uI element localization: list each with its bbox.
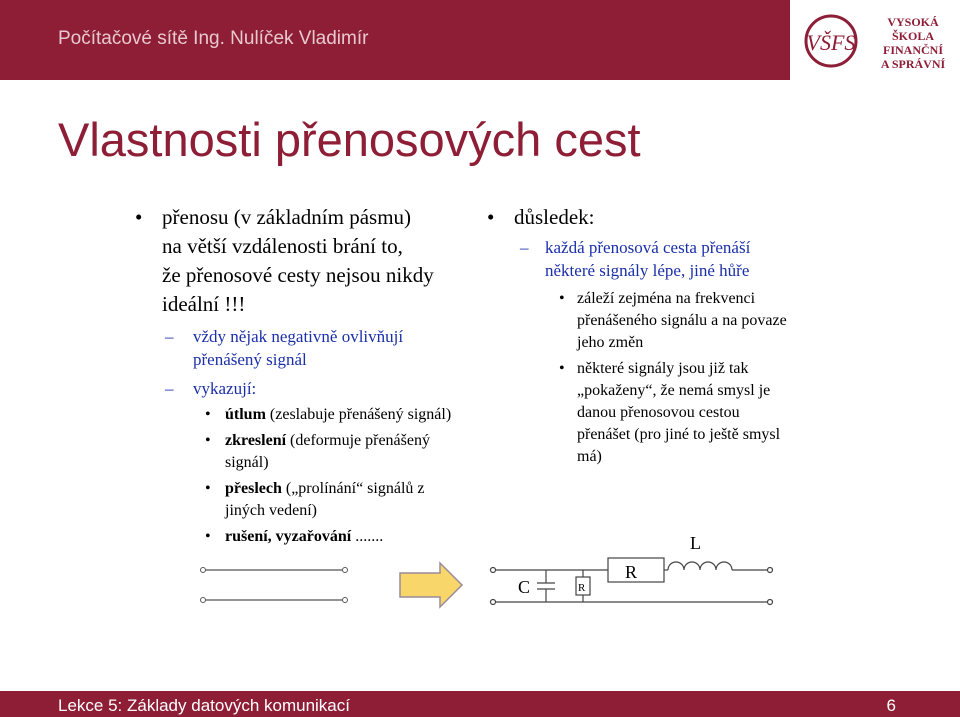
text-line: („prolínání“ signálů z [281, 480, 425, 497]
text-line: záleží zejména na frekvenci [577, 290, 756, 307]
text-line: některé signály lépe, jiné hůře [545, 261, 750, 280]
text-line: některé signály jsou již tak [577, 360, 749, 377]
left-sub-bullet [135, 377, 485, 400]
bullet-dot-icon: • [205, 432, 211, 449]
list-item [487, 358, 837, 468]
left-column [135, 203, 485, 548]
label-r: R [625, 562, 638, 582]
text-line: jiných vedení) [225, 502, 317, 519]
school-name [868, 15, 958, 71]
text-line: přenášeného signálu a na povaze [577, 312, 787, 329]
text-line: vždy nějak negativně ovlivňují [193, 327, 404, 346]
right-column [487, 203, 837, 468]
text-line: signál) [225, 454, 269, 471]
term: přeslech [225, 480, 282, 497]
label-r-small: R [578, 582, 586, 594]
bullet-dot-icon: • [559, 360, 565, 377]
text-line: na větší vzdálenosti brání to, [162, 234, 403, 258]
logo-emblem [802, 12, 864, 70]
school-logo [790, 0, 960, 80]
left-main-bullet [135, 203, 485, 319]
school-name-line: VYSOKÁ ŠKOLA [887, 15, 939, 43]
right-sub-bullet [487, 236, 837, 282]
bullet-dot-icon: • [559, 290, 565, 307]
text-line: „pokaženy“, že nemá smysl je [577, 382, 771, 399]
bullet-dot-icon: • [487, 205, 495, 229]
ideal-line-pair [201, 568, 348, 603]
text-line: ....... [351, 528, 384, 545]
text-line: přenosu (v základním pásmu) [162, 205, 412, 229]
bullet-dot-icon: • [205, 480, 211, 497]
school-name-line: FINANČNÍ [883, 43, 943, 57]
footer-lecture: Lekce 5: Základy datových komunikací [58, 696, 350, 715]
text-line: (zeslabuje přenášený signál) [265, 406, 452, 423]
text-line: přenášet (pro jiné to ještě smysl [577, 426, 781, 443]
text-line: každá přenosová cesta přenáší [545, 238, 751, 257]
dash-icon: – [165, 327, 174, 346]
dash-icon: – [165, 379, 174, 398]
school-name-line: A SPRÁVNÍ [880, 57, 946, 71]
text-line: jeho změn [577, 334, 644, 351]
left-sub-bullet [135, 325, 485, 371]
text-line: důsledek: [514, 205, 595, 229]
transmission-line-diagram [0, 525, 960, 620]
text-line: přenášený signál [193, 350, 307, 369]
term: útlum [225, 406, 266, 423]
course-author: Počítačové sítě Ing. Nulíček Vladimír [58, 28, 369, 49]
label-c: C [518, 577, 531, 597]
term: zkreslení [225, 432, 287, 449]
dash-icon: – [520, 238, 529, 257]
arrow-right-icon [400, 563, 462, 607]
text-line: danou přenosovou cestou [577, 404, 740, 421]
list-item [135, 404, 485, 426]
logo-letters: VŠFS [806, 30, 856, 55]
bullet-dot-icon: • [205, 528, 211, 545]
list-item [135, 430, 485, 474]
label-l: L [690, 533, 701, 553]
text-line: ideální !!! [162, 292, 246, 316]
text-line: že přenosové cesty nejsou nikdy [162, 263, 434, 287]
right-main-bullet [487, 203, 837, 232]
list-item [135, 478, 485, 522]
text-line: (deformuje přenášený [286, 432, 430, 449]
text-line: vykazují: [193, 379, 257, 398]
bullet-dot-icon: • [135, 205, 143, 229]
page-number: 6 [886, 696, 896, 715]
bullet-dot-icon: • [205, 406, 211, 423]
slide-title: Vlastnosti přenosových cest [58, 113, 641, 166]
text-line: má) [577, 448, 602, 465]
term: rušení, vyzařování [225, 528, 352, 545]
list-item [487, 288, 837, 354]
